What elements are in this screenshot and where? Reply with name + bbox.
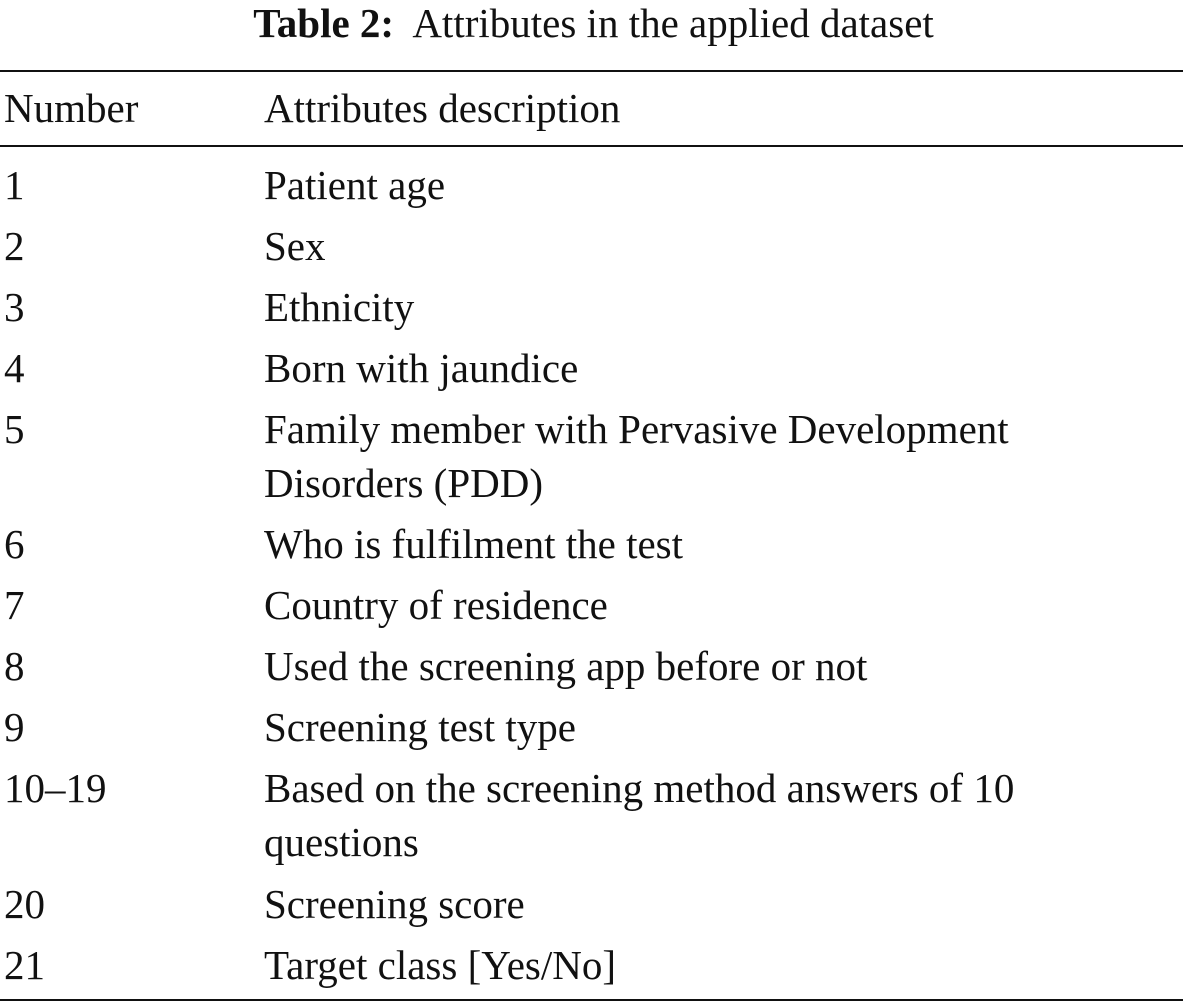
row-number: 2 xyxy=(4,223,25,269)
table-row xyxy=(0,216,1183,277)
row-number: 6 xyxy=(4,521,25,567)
header-number: Number xyxy=(4,85,139,131)
row-description: Born with jaundice xyxy=(264,345,579,391)
table-row xyxy=(0,935,1183,996)
table-row xyxy=(0,338,1183,399)
row-description: Used the screening app before or not xyxy=(264,643,868,689)
row-number: 7 xyxy=(4,582,25,628)
row-description: Patient age xyxy=(264,162,446,208)
table-header-row xyxy=(0,82,1183,138)
row-description: Target class [Yes/No] xyxy=(264,942,617,988)
table-row xyxy=(0,155,1183,216)
table-caption xyxy=(0,0,1187,46)
table-row xyxy=(0,874,1183,935)
table-top-rule xyxy=(0,70,1183,72)
table-bottom-rule xyxy=(0,999,1183,1001)
row-number: 4 xyxy=(4,345,25,391)
table-row xyxy=(0,514,1183,575)
table-row xyxy=(0,277,1183,338)
table-row xyxy=(0,758,1183,874)
row-number: 10–19 xyxy=(4,765,107,811)
header-attributes-description: Attributes description xyxy=(264,85,621,131)
row-description: Sex xyxy=(264,223,326,269)
table-caption-text: Attributes in the applied dataset xyxy=(412,0,934,46)
table-row xyxy=(0,697,1183,758)
table-caption-label: Table 2: xyxy=(253,0,395,46)
row-number: 21 xyxy=(4,942,45,988)
row-number: 5 xyxy=(4,406,25,452)
row-description: Family member with Pervasive Development Disorders (PDD) xyxy=(264,406,1009,506)
row-description: Ethnicity xyxy=(264,284,415,330)
row-description: Based on the screening method answers of 10 questions xyxy=(264,765,1015,865)
table-body xyxy=(0,155,1183,996)
table-header-rule xyxy=(0,145,1183,147)
row-number: 9 xyxy=(4,704,25,750)
table-row xyxy=(0,399,1183,514)
row-number: 8 xyxy=(4,643,25,689)
row-description: Country of residence xyxy=(264,582,608,628)
row-number: 1 xyxy=(4,162,25,208)
row-number: 20 xyxy=(4,881,45,927)
row-description: Screening score xyxy=(264,881,525,927)
row-description: Who is fulfilment the test xyxy=(264,521,684,567)
row-description: Screening test type xyxy=(264,704,576,750)
row-number: 3 xyxy=(4,284,25,330)
table-row xyxy=(0,575,1183,636)
table-row xyxy=(0,636,1183,697)
